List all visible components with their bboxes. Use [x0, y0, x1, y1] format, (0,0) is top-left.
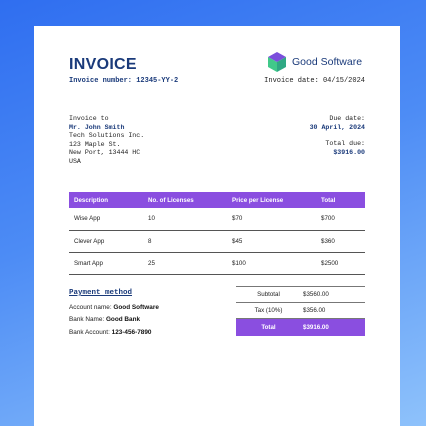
total-due-value: $3916.00	[333, 148, 365, 156]
total-label: Total	[236, 319, 301, 336]
account-name-line	[69, 302, 159, 314]
column-header: Description	[69, 192, 143, 208]
payment-method-title: Payment method	[69, 289, 133, 297]
customer-street: 123 Maple St.	[69, 140, 121, 148]
total-due-label: Total due:	[325, 140, 365, 148]
table-row	[69, 208, 365, 230]
bank-name-value: Good Bank	[105, 316, 141, 324]
brand-name: Good Software	[292, 56, 363, 68]
table-cell: Clever App	[69, 230, 143, 252]
table-cell: $45	[227, 230, 316, 252]
table-cell: $700	[316, 208, 365, 230]
bill-to-label: Invoice to	[69, 115, 109, 122]
customer-city: New Port, 13444 HC	[69, 149, 141, 157]
bank-name-line	[69, 314, 159, 326]
column-header: Total	[316, 192, 365, 208]
invoice-number: Invoice number: 12345-YY-2	[69, 77, 179, 85]
bank-account-label: Bank Account:	[69, 328, 110, 336]
account-name-label: Account name:	[69, 304, 112, 311]
due-block	[310, 115, 365, 157]
table-row	[69, 230, 365, 252]
invoice-page	[34, 26, 400, 426]
hexagon-cube-icon	[268, 52, 286, 72]
customer-name: Mr. John Smith	[69, 123, 125, 131]
tax-row	[236, 303, 365, 319]
invoice-date: Invoice date: 04/15/2024	[264, 77, 365, 85]
table-cell: Smart App	[69, 252, 143, 274]
table-cell: Wise App	[69, 208, 143, 230]
table-cell: $70	[227, 208, 316, 230]
customer-company: Tech Solutions Inc.	[69, 132, 145, 140]
due-date-label: Due date:	[329, 115, 365, 122]
column-header: No. of Licenses	[143, 192, 227, 208]
table-cell: $100	[227, 252, 316, 274]
bill-to-block	[69, 115, 144, 167]
total-row	[236, 319, 365, 336]
table-cell: 8	[143, 230, 227, 252]
line-items-table	[69, 192, 365, 275]
line-items-header-row	[69, 192, 365, 208]
invoice-title: INVOICE	[69, 56, 137, 73]
subtotal-label: Subtotal	[236, 287, 301, 303]
subtotal-value: $3560.00	[301, 287, 365, 303]
total-value: $3916.00	[301, 319, 365, 336]
tax-value: $356.00	[301, 303, 365, 319]
bank-account-line	[69, 327, 159, 339]
account-name-value: Good Software	[113, 304, 159, 311]
tax-label: Tax (10%)	[236, 303, 301, 319]
table-row	[69, 252, 365, 274]
table-cell: 25	[143, 252, 227, 274]
table-cell: $360	[316, 230, 365, 252]
payment-details	[69, 302, 159, 339]
subtotal-row	[236, 287, 365, 303]
table-cell: $2500	[316, 252, 365, 274]
due-date-value: 30 April, 2024	[309, 123, 365, 131]
column-header: Price per License	[227, 192, 316, 208]
bank-account-value: 123-456-7890	[111, 328, 152, 336]
totals-table	[236, 286, 365, 336]
table-cell: 10	[143, 208, 227, 230]
bank-name-label: Bank Name:	[69, 316, 105, 324]
customer-country: USA	[69, 157, 81, 165]
